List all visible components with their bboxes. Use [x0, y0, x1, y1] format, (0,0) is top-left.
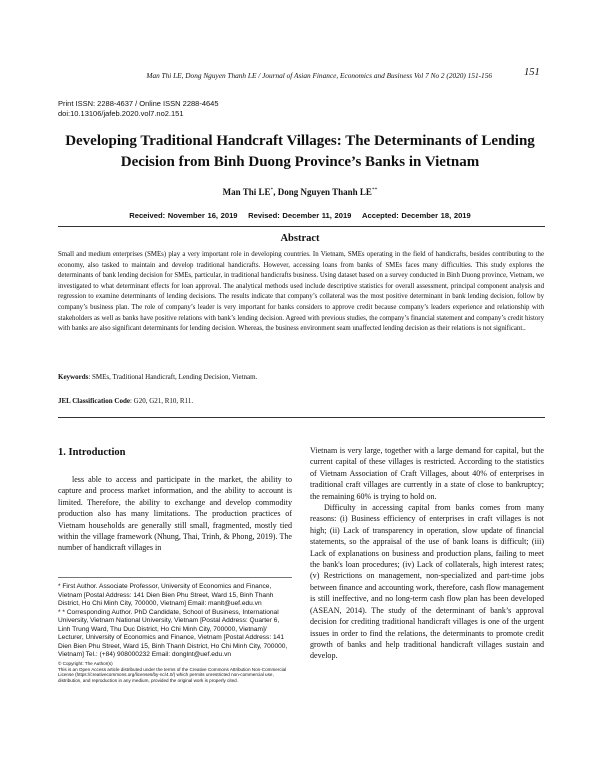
author-line [0, 187, 600, 197]
top-divider [58, 226, 545, 227]
intro-paragraph-2: Difficulty in accessing capital from banks comes from many reasons: (i) Business efficiency of enterprises in craft villages is not high; (ii) Lack of transparency in operation, slow update of financial statements, so the appraisal of the use of bank loans is difficult; (iii) Lack of explanations on business and production plans, failing to meet the bank's loan procedures; (iv) Lack of collaterals, high interest rates; (v) Restrictions on management, non-specialized and part-time jobs between finance and accounting work, therefore, cash flow management is still ineffective, and no long-term cash flow plan has been developed (ASEAN, 2014). The study of the determinant of bank’s approval decision for crediting traditional handicraft villages is one of the urgent issues in order to find the relations, the determinants to promote credit growth of banks and help traditional handicraft villages sustain and develop. [310, 503, 544, 661]
license-text: This is an Open Access article distributed under the terms of the Creative Commons Attribution Non-Commercial License (https://creativecommons.org/licenses/by-nc/4.0/) which permits unrestricted non-commercial use, distribution, and reproduction in any medium, provided the original work is properly cited. [58, 666, 287, 683]
intro-right-column [310, 445, 544, 662]
issn-line: Print ISSN: 2288-4637 / Online ISSN 2288-4645 [58, 99, 219, 108]
footnote-corresponding-author: * * Corresponding Author. PhD Candidate, School of Business, International University, Vietnam National University, Vietnam [Postal Address: Quarter 6, Linh Trung Ward, Thu Duc District, Ho Chi Minh City, 700000, Vietnam]/ Lecturer, University of Economics and Finance, Vietnam [Postal Address: 141 Dien Bien Phu Street, Ward 15, Binh Thanh District, Ho Chi Minh City, 700000, Vietnam] Tel.: (+84) 908000232 Email: donglnt@uef.edu.vn [58, 608, 288, 658]
abstract-body: Small and medium enterprises (SMEs) play a very important role in developing countries. In Vietnam, SMEs operating in the field of handicrafts, besides contributing to the economy, also tasked to maintain and develop traditional handicrafts. However, accessing loans from banks of SMEs faces many difficulties. This study explores the determinants of bank lending decision for SMEs, particular, in traditional handicrafts business. Using dataset based on a survey conducted in Binh Duong province, Vietnam, we investigated to what determinant effects for loan approval. The analytical methods used include descriptive statistics for overall assessment, principal component analysis and regression to examine determinants of lending decisions. The results indicate that company’s collateral was the most positive determinant in bank lending decision, follow by company’s business plan. The role of company’s leader is very important for banks considers to approve credit because company’s leaders experience and relationship with stakeholders as well as banks have positive relations with bank’s lending decision. Agreed with previous studies, the company’s financial statement and company’s credit history with banks are also significant determinants for lending decision. Whereas, the business environment seam unaffected lending decision as their relations is not significant.. [58, 251, 544, 333]
jel-text: : G20, G21, R10, R11. [129, 397, 194, 405]
keywords-text: : SMEs, Traditional Handicraft, Lending Decision, Vietnam. [88, 373, 258, 381]
copyright-line: © Copyright: The Author(s) [58, 660, 113, 666]
jel-codes [58, 397, 544, 405]
history-dates [0, 211, 600, 220]
intro-left-column: less able to access and participate in the market, the ability to capture and process market information, and the ability to account is limited. Therefore, the ability to exchange and develop commodity production also has many limitations. The production practices of Vietnam households are generally still small, fragmented, mostly tied within the village framework (Nhung, Thai, Trinh, & Phong, 2019). The number of handicraft villages in [58, 475, 292, 553]
footnotes [58, 583, 292, 683]
footnote-first-author: * First Author. Associate Professor, University of Economics and Finance, Vietnam [Postal Address: 141 Dien Bien Phu Street, Ward 15, Binh Thanh District, Ho Chi Minh City, 700000, Vietnam] Email: manlt@uef.edu.vn [58, 583, 274, 607]
section-heading: 1. Introduction [58, 447, 126, 458]
author-separator: , [273, 187, 278, 197]
bottom-divider [58, 417, 545, 418]
author-2: Dong Nguyen Thanh LE [277, 187, 372, 197]
author-1-mark: * [270, 187, 274, 193]
author-1: Man Thi LE [222, 187, 271, 197]
page-number: 151 [524, 67, 540, 78]
running-head: Man Thi LE, Dong Nguyen Thanh LE / Journal of Asian Finance, Economics and Business Vol 7 No 2 (2020) 151-156 [146, 71, 492, 80]
doi-line[interactable]: doi:10.13106/jafeb.2020.vol7.no2.151 [58, 109, 184, 118]
keywords-label: Keywords [58, 373, 89, 381]
footnote-divider [58, 577, 292, 578]
title-line-1: Developing Traditional Handcraft Villages: The Determinants of Lending [65, 133, 535, 149]
author-2-mark: ** [371, 187, 378, 193]
jel-label: JEL Classification Code [58, 397, 130, 405]
paper-title [40, 131, 560, 173]
issn-block [58, 99, 219, 119]
revised-date: Revised: December 11, 2019 [248, 211, 352, 220]
accepted-date: Accepted: December 18, 2019 [362, 211, 471, 220]
keywords [58, 373, 544, 381]
title-line-2: Decision from Binh Duong Province’s Banks in Vietnam [120, 154, 480, 170]
intro-paragraph-1: Vietnam is very large, together with a large demand for capital, but the current capital of these villages is restricted. According to the statistics of Vietnam Association of Craft Villages, about 40% of enterprises in traditional craft villages are currently in a state of close to bankruptcy; the remaining 60% is trying to hold on. [310, 446, 544, 501]
abstract-heading: Abstract [280, 233, 320, 244]
received-date: Received: November 16, 2019 [129, 211, 238, 220]
